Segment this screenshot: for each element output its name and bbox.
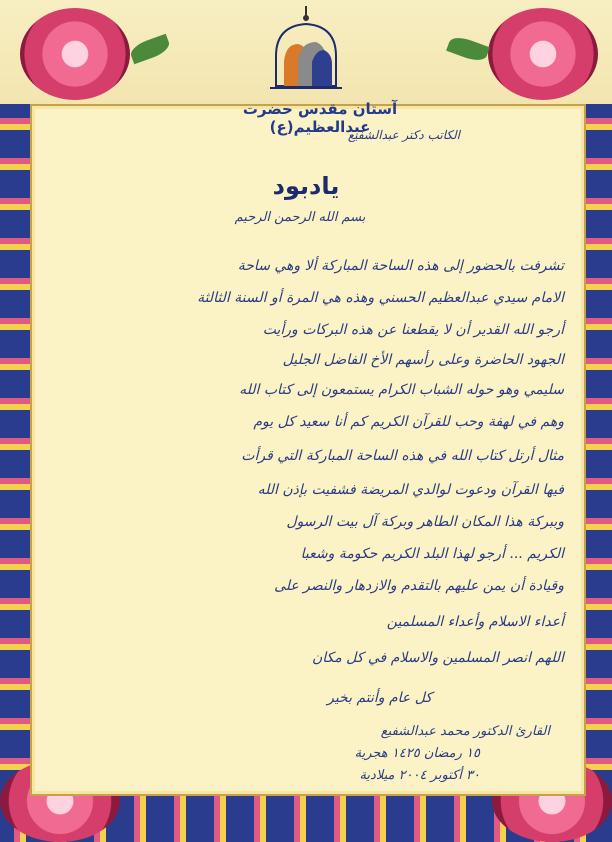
right-border — [582, 104, 612, 792]
hijri-date: ١٥ رمضان ١٤٢٥ هجرية — [354, 746, 480, 761]
handwritten-line: كل عام وأنتم بخير — [327, 690, 432, 706]
handwritten-line: أعداء الاسلام وأعداء المسلمين — [386, 614, 564, 630]
handwritten-line: تشرفت بالحضور إلى هذه الساحة المباركة ألا وهي ساحة — [237, 258, 564, 274]
shrine-dome-logo — [262, 6, 350, 98]
handwritten-line: سليمي وهو حوله الشباب الكرام يستمعون إلى كتاب الله — [239, 382, 564, 398]
handwritten-line: وببركة هذا المكان الطاهر وبركة آل بيت الرسول — [286, 514, 564, 530]
handwritten-line: فيها القرآن ودعوت لوالدي المريضة فشفيت بإذن الله — [257, 482, 564, 498]
handwritten-line: اللهم انصر المسلمين والاسلام في كل مكان — [311, 650, 564, 666]
left-border — [0, 104, 30, 792]
signature-name: القارئ الدكتور محمد عبدالشفيع — [380, 724, 550, 739]
handwritten-top-note: الكاتب دكتر عبدالشفيع — [347, 128, 460, 142]
handwritten-line: الكريم ... أرجو لهذا البلد الكريم حكومة وشعبا — [300, 546, 564, 562]
document-title: يادبود — [272, 172, 340, 200]
gregorian-date: ٣٠ أكتوبر ٢٠٠٤ ميلادية — [359, 768, 480, 783]
rose-ornament-top-left — [20, 8, 130, 100]
handwritten-line: وقيادة أن يمن عليهم بالتقدم والازدهار والنصر على — [274, 578, 564, 594]
handwritten-line: أرجو الله القدير أن لا يقطعنا عن هذه البركات ورأيت — [262, 322, 564, 338]
handwritten-line: الامام سيدي عبدالعظيم الحسني وهذه هي المرة أو السنة الثالثة — [197, 290, 564, 306]
handwritten-line: مثال أرتل كتاب الله في هذه الساحة المباركة التي قرأت — [241, 448, 564, 464]
handwritten-line: الجهود الحاضرة وعلى رأسهم الأخ الفاضل الجليل — [282, 352, 564, 368]
rose-ornament-top-right — [488, 8, 598, 100]
handwritten-line: وهم في لهفة وحب للقرآن الكريم كم أنا سعيد كل يوم — [253, 414, 564, 430]
bismillah: بسم الله الرحمن الرحيم — [234, 210, 366, 225]
organization-name: آستان مقدس حضرت عبدالعظيم(ع) — [242, 100, 398, 136]
